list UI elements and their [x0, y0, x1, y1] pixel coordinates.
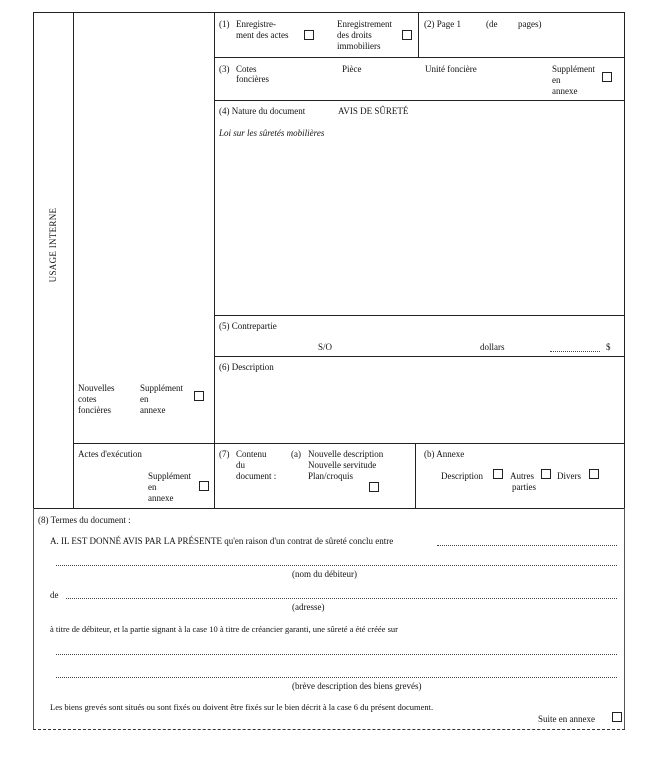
unit-label: Unité foncière	[425, 64, 477, 74]
row6-bottom	[73, 443, 625, 444]
consideration-value: S/O	[318, 342, 333, 352]
page-of-label: (de	[486, 19, 498, 29]
exec-supplement-checkbox[interactable]	[199, 481, 209, 491]
of-label: de	[50, 590, 59, 600]
outer-left-border	[33, 12, 34, 508]
new-cotes-supp-line2: en	[140, 394, 149, 404]
land-registration-checkbox[interactable]	[402, 30, 412, 40]
box7-box8b-divider	[415, 443, 416, 508]
continued-label: Suite en annexe	[538, 714, 595, 724]
cotes-label-line1: Cotes	[236, 64, 257, 74]
law-reference: Loi sur les sûretés mobilières	[219, 128, 325, 138]
address-line	[66, 598, 617, 599]
box7-a-label: (a)	[291, 449, 301, 459]
debtor-caption: (nom du débiteur)	[292, 569, 357, 579]
document-nature-value: AVIS DE SÛRETÉ	[338, 106, 409, 116]
terms-intro: A. IL EST DONNÉ AVIS PAR LA PRÉSENTE qu'en raison d'un contrat de sûreté conclu entre	[50, 536, 394, 546]
execution-acts-label: Actes d'exécution	[78, 449, 142, 459]
registration-checkbox[interactable]	[304, 30, 314, 40]
land-registration-label-line1: Enregistrement	[337, 19, 392, 29]
annex-other-parties-checkbox[interactable]	[541, 469, 551, 479]
debtor-line	[56, 565, 617, 566]
new-cotes-line1: Nouvelles	[78, 383, 115, 393]
box3-supp-line1: Supplément	[552, 64, 595, 74]
new-cotes-supp-line3: annexe	[140, 405, 166, 415]
dollars-label: dollars	[480, 342, 505, 352]
annex-description-label: Description	[441, 471, 483, 481]
upper-section-bottom	[33, 508, 625, 509]
consideration-label: (5) Contrepartie	[219, 321, 277, 331]
row1-bottom	[214, 57, 625, 58]
description-label: (6) Description	[219, 362, 274, 372]
contents-label-line1: Contenu	[236, 449, 267, 459]
box1-box2-divider	[418, 12, 419, 57]
located-statement: Les biens grevés sont situés ou sont fixés ou doivent être fixés sur le bien décrit à la case 6 du présent document.	[50, 702, 434, 712]
terms-section-bottom	[33, 729, 625, 730]
box1-number: (1)	[219, 19, 230, 29]
exec-supp-line1: Supplément	[148, 471, 191, 481]
cotes-label-line2: foncières	[236, 74, 269, 84]
land-registration-label-line3: immobiliers	[337, 41, 381, 51]
new-cotes-supplement-checkbox[interactable]	[194, 391, 204, 401]
row5-bottom	[214, 356, 625, 357]
currency-symbol: $	[606, 342, 611, 352]
box3-supp-line3: annexe	[552, 86, 578, 96]
annex-description-checkbox[interactable]	[493, 469, 503, 479]
annex-misc-label: Divers	[557, 471, 581, 481]
contents-label-line3: document :	[236, 471, 277, 481]
address-caption: (adresse)	[292, 602, 325, 612]
piece-label: Pièce	[342, 64, 362, 74]
land-registration-label-line2: des droits	[337, 30, 372, 40]
box7-number: (7)	[219, 449, 230, 459]
annex-label: (b) Annexe	[424, 449, 465, 459]
contents-label-line2: du	[236, 460, 245, 470]
annex-other-parties-line2: parties	[512, 482, 536, 492]
registration-label-line2: ment des actes	[236, 30, 289, 40]
exec-supp-line3: annexe	[148, 493, 174, 503]
terms-title: (8) Termes du document :	[38, 515, 131, 525]
terms-body: à titre de débiteur, et la partie signant à la case 10 à titre de créancier garanti, une sûreté a été créée sur	[50, 624, 398, 634]
new-description-option: Nouvelle description	[308, 449, 384, 459]
property-line-1	[56, 654, 617, 655]
continued-checkbox[interactable]	[612, 712, 622, 722]
page-label: (2) Page 1	[424, 19, 461, 29]
box3-number: (3)	[219, 64, 230, 74]
document-nature-label: (4) Nature du document	[219, 106, 306, 116]
terms-right-border	[624, 508, 625, 729]
side-column-divider	[73, 12, 74, 508]
new-easement-option: Nouvelle servitude	[308, 460, 377, 470]
box3-supplement-checkbox[interactable]	[602, 72, 612, 82]
internal-use-label: USAGE INTERNE	[47, 207, 58, 283]
annex-other-parties-line1: Autres	[510, 471, 534, 481]
row4-bottom	[214, 315, 625, 316]
box3-supp-line2: en	[552, 75, 561, 85]
property-line-2	[56, 677, 617, 678]
creditor-line	[437, 545, 617, 546]
top-border	[33, 12, 625, 13]
brief-description-caption: (brève description des biens grevés)	[292, 681, 422, 691]
exec-supp-line2: en	[148, 482, 157, 492]
box7-checkbox[interactable]	[369, 482, 379, 492]
outer-right-border	[624, 12, 625, 508]
registration-label-line1: Enregistre-	[236, 19, 276, 29]
left-column-divider	[214, 12, 215, 508]
plan-sketch-option: Plan/croquis	[308, 471, 353, 481]
pages-label: pages)	[518, 19, 542, 29]
amount-line	[550, 351, 600, 352]
new-cotes-line2: cotes	[78, 394, 97, 404]
row3-bottom	[214, 100, 625, 101]
new-cotes-line3: foncières	[78, 405, 111, 415]
terms-left-border	[33, 508, 34, 729]
annex-misc-checkbox[interactable]	[589, 469, 599, 479]
new-cotes-supp-line1: Supplément	[140, 383, 183, 393]
